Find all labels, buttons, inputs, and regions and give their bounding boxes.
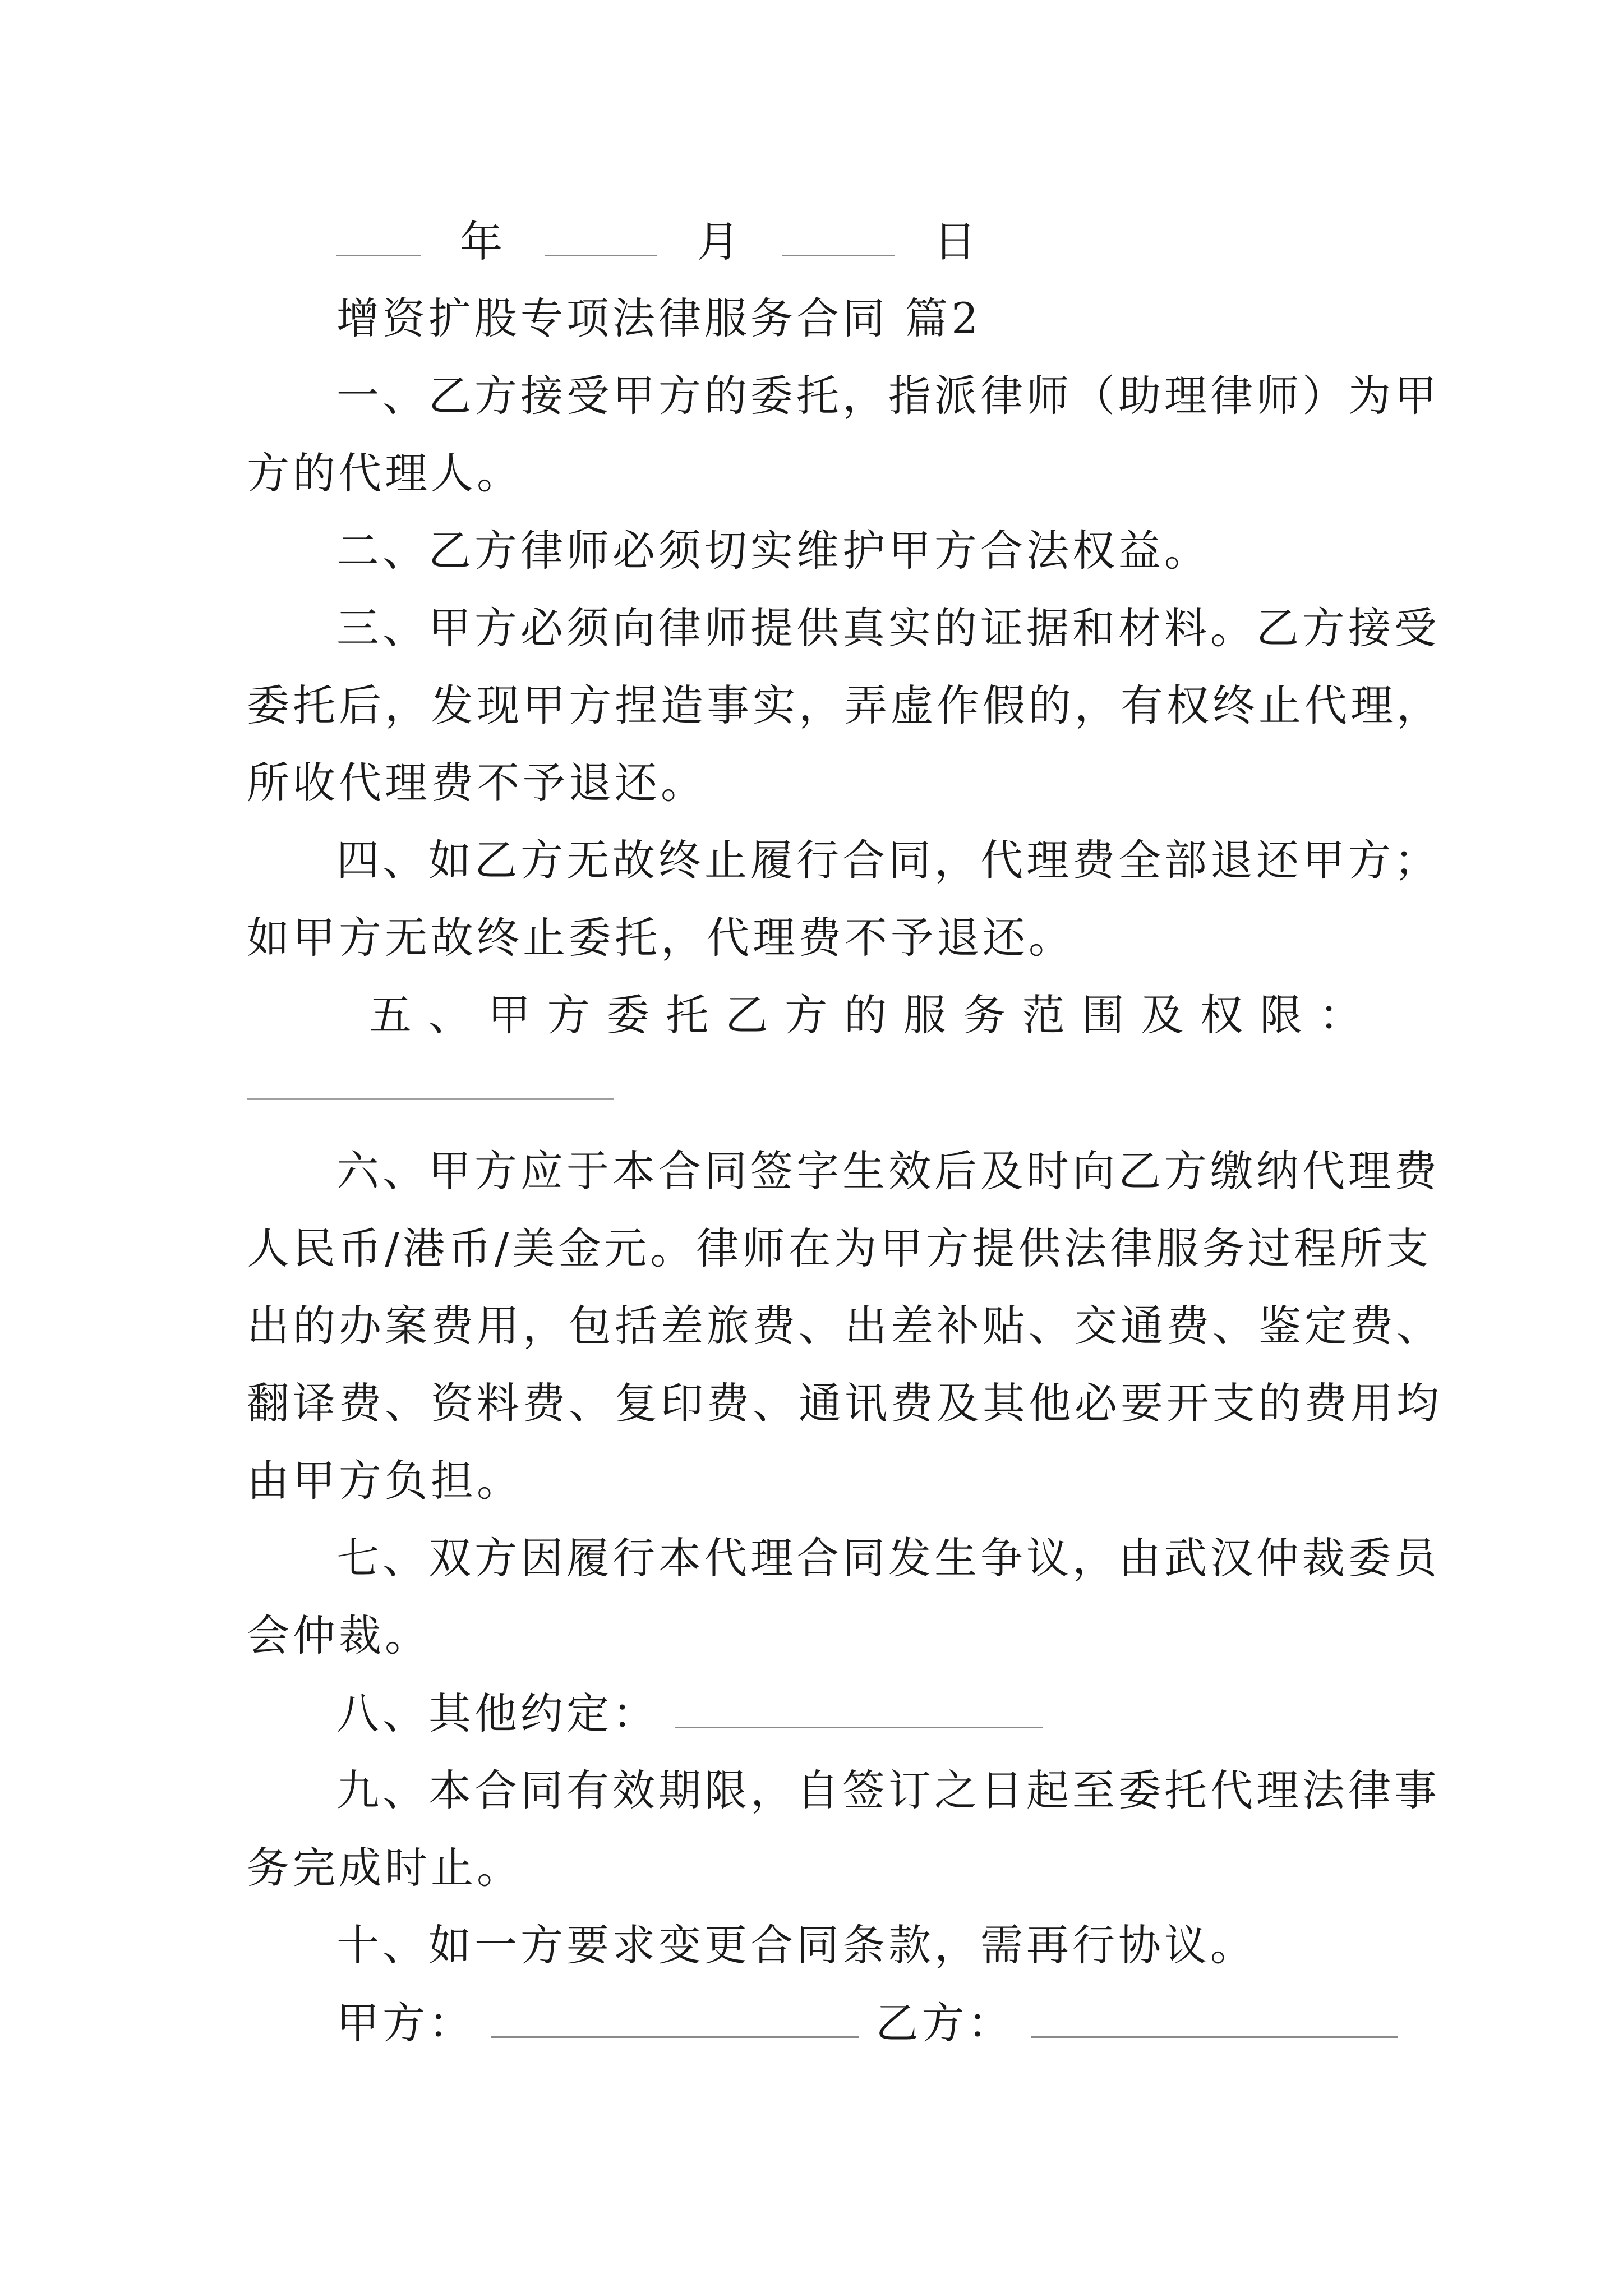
clause-8-label: 八、其他约定： [336,1688,658,1738]
clause-5-line [369,990,1362,1040]
clause-6-line-2: 人民币/港币/美金元。律师在为甲方提供法律服务过程所支 [247,1223,1432,1273]
clause-5-char: 服 [903,990,946,1040]
clause-5-char: 务 [962,990,1006,1040]
clause-5-char: 限 [1260,990,1303,1040]
party-a-label: 甲方： [336,1998,474,2048]
clause-5-char: 委 [606,990,649,1040]
clause-6-line-1: 六、甲方应于本合同签字生效后及时向乙方缴纳代理费 [336,1146,1440,1196]
clause-5-char: 甲 [487,990,531,1040]
clause-3-line-2: 委托后，发现甲方捏造事实，弄虚作假的，有权终止代理， [247,680,1442,730]
clause-1-line-2: 方的代理人。 [247,448,523,498]
party-a-blank [491,2001,859,2038]
clause-9-line-1: 九、本合同有效期限，自签订之日起至委托代理法律事 [336,1765,1440,1815]
date-line [336,217,980,266]
clause-5-char: 乙 [725,990,768,1040]
clause-6-line-4: 翻译费、资料费、复印费、通讯费及其他必要开支的费用均 [247,1378,1442,1428]
clause-5-char: 围 [1081,990,1124,1040]
signature-line [336,1998,1398,2048]
clause-5-char: 托 [666,990,709,1040]
party-b-label: 乙方： [875,1998,1014,2048]
clause-3-line-3: 所收代理费不予退还。 [247,758,707,808]
clause-10-line-1: 十、如一方要求变更合同条款，需再行协议。 [336,1920,1256,1970]
clause-5-char: 的 [844,990,887,1040]
month-blank [545,220,657,256]
month-label: 月 [697,217,743,266]
clause-2-line-1: 二、乙方律师必须切实维护甲方合法权益。 [336,526,1210,576]
clause-6-line-3: 出的办案费用，包括差旅费、出差补贴、交通费、鉴定费、 [247,1301,1442,1351]
clause-5-char: 权 [1200,990,1243,1040]
clause-5-char: 方 [785,990,828,1040]
clause-8-line [336,1688,1043,1738]
clause-5-char: ： [1319,990,1362,1040]
clause-5-char: 方 [547,990,590,1040]
party-b-blank [1031,2001,1398,2038]
clause-4-line-1: 四、如乙方无故终止履行合同，代理费全部退还甲方； [336,835,1440,885]
clause-5-fill-line [247,1098,614,1100]
year-label: 年 [460,217,506,266]
clause-1-line-1: 一、乙方接受甲方的委托，指派律师（助理律师）为甲 [336,371,1440,421]
other-terms-blank [675,1692,1043,1728]
clause-5-char: 及 [1141,990,1184,1040]
day-label: 日 [933,217,980,266]
day-blank [782,220,895,256]
clause-9-line-2: 务完成时止。 [247,1843,523,1893]
clause-6-line-5: 由甲方负担。 [247,1456,523,1506]
clause-3-line-1: 三、甲方必须向律师提供真实的证据和材料。乙方接受 [336,603,1440,653]
clause-5-char: 五 [369,990,412,1040]
clause-7-line-2: 会仲裁。 [247,1611,431,1660]
clause-7-line-1: 七、双方因履行本代理合同发生争议，由武汉仲裁委员 [336,1533,1440,1583]
section-heading: 增资扩股专项法律服务合同 篇2 [336,293,982,343]
year-blank [336,220,421,256]
clause-4-line-2: 如甲方无故终止委托，代理费不予退还。 [247,913,1075,963]
clause-5-char: 、 [428,990,471,1040]
clause-5-char: 范 [1022,990,1065,1040]
